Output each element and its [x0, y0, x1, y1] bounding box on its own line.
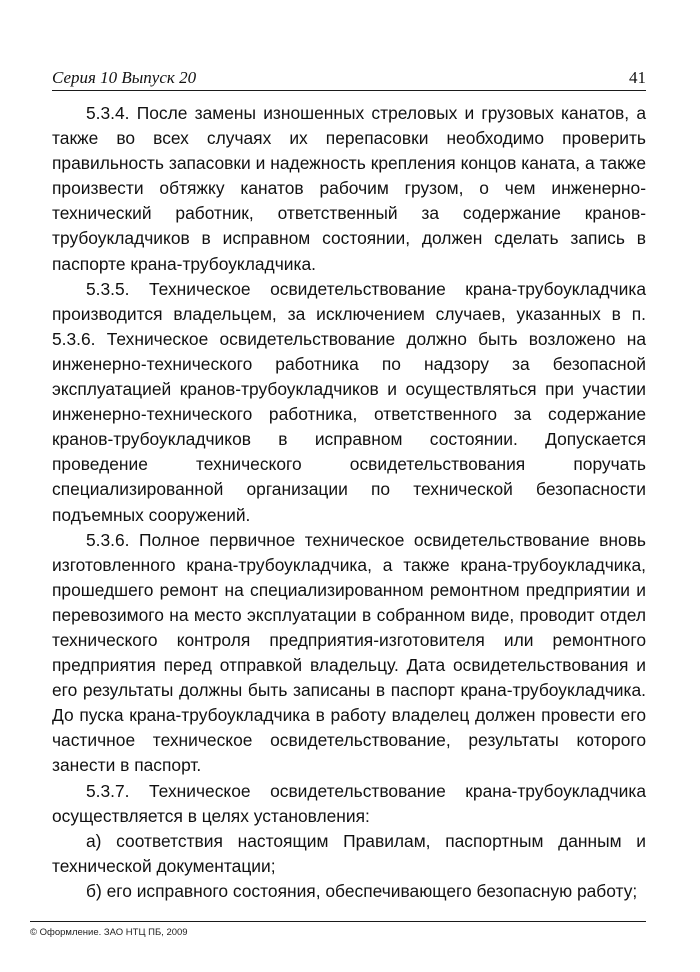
page-footer: [30, 921, 646, 938]
copyright-notice: © Оформление. ЗАО НТЦ ПБ, 2009: [30, 927, 188, 938]
body-text: [52, 101, 646, 904]
page-header: [52, 68, 646, 91]
paragraph-5-3-5: 5.3.5. Техническое освидетельствование крана-трубоукладчика производится владельцем, за исключением случаев, указанных в п. 5.3.6. Техническое освидетельствование должно быть возложено на инженерно-технического работника по надзору за безопасной эксплуатацией кранов-трубоукладчиков и осуществляться при участии инженерно-технического работника, ответственного за содержание кранов-трубоукладчиков в исправном состоянии. Допускается проведение технического освидетельствования поручать специализированной организации по технической безопасности подъемных сооружений.: [52, 278, 646, 525]
paragraph-5-3-6: 5.3.6. Полное первичное техническое освидетельствование вновь изготовленного крана-трубоукладчика, а также крана-трубоукладчика, прошедшего ремонт на специализированном ремонтном предприятии и перевозимого на место эксплуатации в собранном виде, проводит отдел технического контроля предприятия-изготовителя или ремонтного предприятия перед отправкой владельцу. Дата освидетельствования и его результаты должны быть записаны в паспорт крана-трубоукладчика. До пуска крана-трубоукладчика в работу владелец должен провести его частичное техническое освидетельствование, результаты которого занести в паспорт.: [52, 529, 646, 776]
document-page: [52, 68, 646, 904]
paragraph-5-3-4: 5.3.4. После замены изношенных стреловых и грузовых канатов, а также во всех случаях их перепасовки необходимо проверить правильность запасовки и надежность крепления концов каната, а также произвести обтяжку канатов рабочим грузом, о чем инженерно-технический работник, ответственный за содержание кранов-трубоукладчиков в исправном состоянии, должен сделать запись в паспорте крана-трубоукладчика.: [52, 103, 646, 274]
list-item-b: б) его исправного состояния, обеспечивающего безопасную работу;: [86, 880, 638, 901]
paragraph-5-3-7: 5.3.7. Техническое освидетельствование крана-трубоукладчика осуществляется в целях установления:: [52, 780, 646, 826]
page-number: 41: [629, 68, 646, 87]
series-title: Серия 10 Выпуск 20: [52, 68, 197, 87]
list-item-a: а) соответствия настоящим Правилам, паспортным данным и технической документации;: [52, 830, 646, 876]
